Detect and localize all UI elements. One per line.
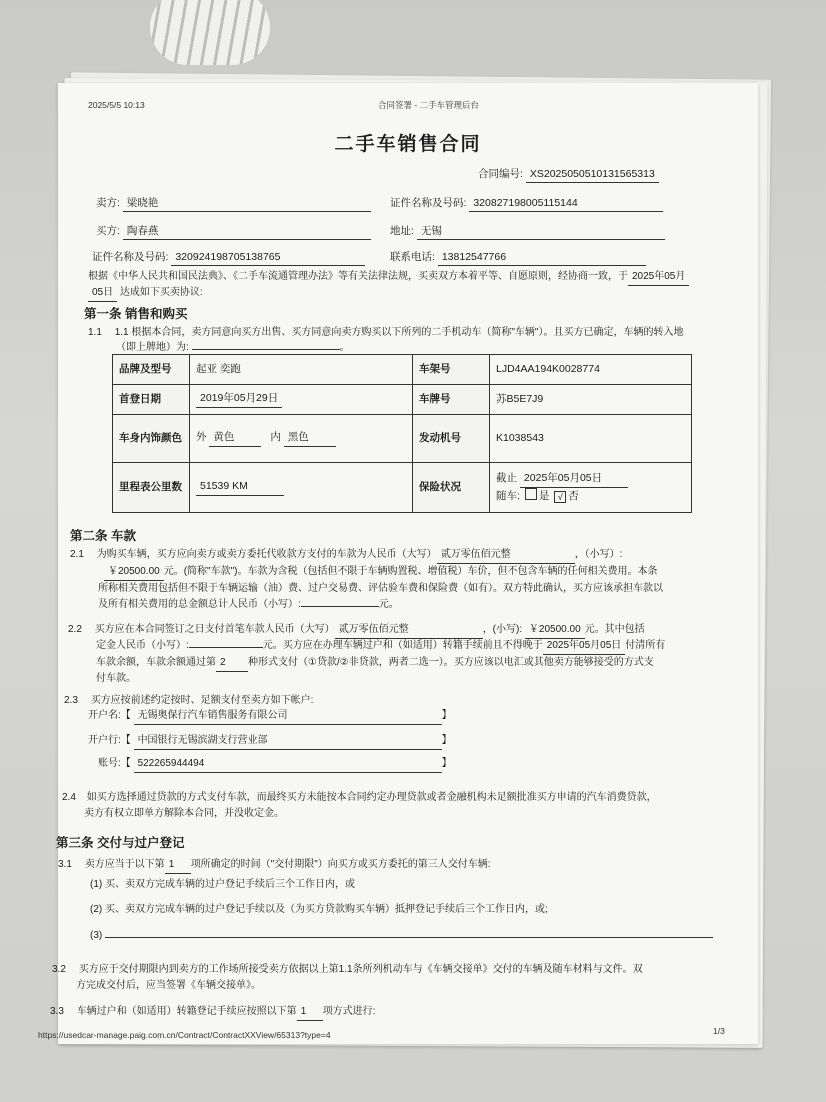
clause-text: 买方应于交付期限内到卖方的工作场所接受卖方依据以上第1.1条所列机动车与《车辆交接单》交付的车辆及随车材料与文件。双 <box>78 964 643 975</box>
yes-checkbox[interactable] <box>525 488 537 500</box>
table-row <box>113 463 692 513</box>
interior-color: 黑色 <box>284 430 336 446</box>
insurance-until-value: 2025年05月05日 <box>520 471 628 487</box>
table-row <box>113 415 692 463</box>
buyer-row <box>96 224 371 240</box>
clause-2-3-line-1 <box>64 694 313 709</box>
seller-row <box>96 196 371 212</box>
clause-number: 1.1 <box>88 327 102 338</box>
clause-2-1-line-4 <box>98 598 399 613</box>
mileage-label: 里程表公里数 <box>113 463 190 513</box>
total-blank <box>301 606 379 607</box>
clause-text: 定金人民币（小写）: <box>96 640 189 651</box>
clause-2-4-line-1 <box>62 791 657 806</box>
clause-text: 1.1 根据本合同，卖方同意向买方出售、买方同意向卖方购买以下所列的二手机动车（简称"车辆"）。且买方已确定，车辆的转入地 <box>114 327 684 338</box>
seller-id-row <box>390 196 663 212</box>
clause-text: 元。 <box>378 599 399 610</box>
seller-label: 卖方: <box>96 197 120 209</box>
delivery-option-3 <box>90 929 713 944</box>
contract-no-value: XS2025050510131565313 <box>526 167 659 183</box>
delivery-option-1: (1) 买、卖双方完成车辆的过户登记手续后三个工作日内，或 <box>90 879 355 890</box>
clause-text: 车辆过户和（如适用）转籍登记手续应按照以下第 <box>76 1006 297 1017</box>
table-row <box>113 355 692 385</box>
clause-text: 项方式进行: <box>322 1006 376 1017</box>
payee-label: 开户名:【 <box>88 710 131 721</box>
clause-text: 如买方选择通过贷款的方式支付车款，而最终买方未能按本合同约定办理贷款或者金融机构未足额批准买方申请的汽车消费贷款， <box>86 792 657 803</box>
mileage-cell <box>190 463 413 513</box>
contract-number <box>478 167 659 183</box>
buyer-label: 买方: <box>96 225 120 237</box>
buyer-id-label: 证件名称及号码: <box>92 251 169 263</box>
table-row <box>113 385 692 415</box>
close-bracket: 】 <box>441 758 452 769</box>
first-payment-cn: 贰万零伍佰元整 <box>335 623 483 639</box>
payment-way: 2 <box>216 656 248 672</box>
reg-date-value: 2019年05月29日 <box>196 391 282 407</box>
address-label: 地址: <box>390 225 414 237</box>
plate-value: 苏B5E7J9 <box>490 385 692 415</box>
page-title: 二手车销售合同 <box>334 134 482 155</box>
contract-no-label: 合同编号: <box>478 168 523 180</box>
insurance-until-label: 截止 <box>496 472 517 485</box>
phone-value: 13812547766 <box>438 250 646 266</box>
clause-text: 买方应按前述约定按时、足额支付至卖方如下帐户: <box>90 695 314 706</box>
clause-2-1-line-3: 所称相关费用包括但不限于车辆运输（油）费、过户交易费、评估验车费和保险费（如有）。双方特此确认，买方应该承担车款以 <box>98 583 663 594</box>
clause-3-1-line-1 <box>58 858 491 874</box>
engine-label: 发动机号 <box>413 415 490 463</box>
account-value: 522265944494 <box>134 757 442 773</box>
yes-label: 是 <box>538 489 550 502</box>
phone-label: 联系电话: <box>390 251 435 263</box>
clause-number: 2.4 <box>62 792 76 803</box>
price-cn: 贰万零伍佰元整 <box>437 548 575 564</box>
clause-1-1-line-1 <box>88 326 683 341</box>
exterior-label: 外 <box>196 431 207 444</box>
option-number: (3) <box>90 930 103 941</box>
clause-text: 卖方应当于以下第 <box>84 859 165 870</box>
seller-id-label: 证件名称及号码: <box>390 197 467 209</box>
address-value: 无锡 <box>417 224 665 240</box>
clause-3-2-line-2: 方完成交付后，应当签署《车辆交接单》。 <box>76 980 261 991</box>
first-payment-amount: ￥20500.00 <box>525 623 585 639</box>
section-2-title: 第二条 车款 <box>70 529 136 543</box>
clause-number: 3.2 <box>52 964 66 975</box>
vin-value: LJD4AA194K0028774 <box>490 355 692 385</box>
phone-row <box>390 250 646 266</box>
transfer-choice: 1 <box>297 1005 323 1021</box>
clause-text: 为购买车辆，买方应向卖方或卖方委托代收款方支付的车款为人民币（大写） <box>96 549 437 560</box>
buyer-id-value: 320924198705138765 <box>171 250 365 266</box>
clause-text: 元。其中包括 <box>584 624 645 635</box>
bank-row <box>88 734 452 750</box>
delivery-choice: 1 <box>165 858 191 874</box>
bank-value: 中国银行无锡滨湖支行营业部 <box>134 734 442 750</box>
intro-text: 根据《中华人民共和国民法典》、《二手车流通管理办法》等有关法律法规，买卖双方本着平等、自愿原则，经协商一致，于 <box>88 271 628 282</box>
payee-value: 无锡奥保行汽车销售服务有限公司 <box>134 709 442 725</box>
clause-text: 车款余额，车款余额通过第 <box>96 657 216 668</box>
clause-2-1-line-2 <box>104 565 657 581</box>
clause-3-3-line-1 <box>50 1005 375 1021</box>
clause-text: 元。买方应在办理车辆过户和（如适用）转籍手续前且不得晚于 <box>262 640 543 651</box>
plate-label: 车牌号 <box>413 385 490 415</box>
print-datetime: 2025/5/5 10:13 <box>88 100 145 110</box>
clause-end: 。 <box>339 342 350 353</box>
clause-number: 3.3 <box>50 1006 64 1017</box>
check-icon: √ <box>557 491 563 502</box>
clause-text: 项所确定的时间（"交付期限"）向买方或买方委托的第三人交付车辆: <box>190 859 491 870</box>
clause-text: ，(小写): <box>482 624 523 635</box>
insurance-label: 保险状况 <box>413 463 490 513</box>
vehicle-table <box>112 354 692 513</box>
section-3-title: 第三条 交付与过户登记 <box>56 836 185 850</box>
interior-label: 内 <box>270 431 281 444</box>
clause-text: 付清所有 <box>625 640 666 651</box>
clause-text: （即上牌地）为: <box>116 342 189 353</box>
exterior-color: 黄色 <box>209 430 261 446</box>
phone-cord-decor <box>150 0 270 65</box>
section-1-title: 第一条 销售和购买 <box>84 307 188 321</box>
brand-value: 起亚 奕跑 <box>190 355 413 385</box>
no-checkbox[interactable] <box>554 491 566 503</box>
clause-2-2-line-2 <box>96 639 665 655</box>
intro-day: 05日 <box>88 286 117 302</box>
insurance-cell <box>490 463 692 513</box>
bank-label: 开户行:【 <box>88 735 131 746</box>
intro-text-2: 达成如下买卖协议: <box>119 287 203 298</box>
color-label: 车身内饰颜色 <box>113 415 190 463</box>
clause-3-2-line-1 <box>52 963 643 978</box>
seller-value: 梁晓艳 <box>123 196 371 212</box>
clause-2-2-line-3 <box>96 656 654 672</box>
intro-date: 2025年05月 <box>628 270 689 286</box>
delivery-option-2: (2) 买、卖双方完成车辆的过户登记手续以及（为买方贷款购买车辆）抵押登记手续后三个工作日内，或; <box>90 904 548 915</box>
destination-blank <box>192 349 340 350</box>
vin-label: 车架号 <box>413 355 490 385</box>
deposit-blank <box>189 647 263 648</box>
with-car-label: 随车: <box>496 489 520 502</box>
option-3-blank <box>105 937 713 938</box>
clause-number: 2.1 <box>70 549 84 560</box>
footer-url: https://usedcar-manage.paig.com.cn/Contract/ContractXXView/65313?type=4 <box>38 1030 331 1040</box>
clause-2-1-line-1 <box>70 548 622 564</box>
seller-id-value: 320827198005115144 <box>469 196 663 212</box>
intro-line-2 <box>88 286 203 302</box>
close-bracket: 】 <box>441 710 452 721</box>
app-title: 合同签署 - 二手车管理后台 <box>378 100 480 110</box>
clause-text: ，（小写）: <box>574 549 623 560</box>
engine-value: K1038543 <box>490 415 692 463</box>
price-amount: ￥20500.00 <box>104 565 164 581</box>
clause-number: 2.2 <box>68 624 82 635</box>
address-row <box>390 224 665 240</box>
account-label: 账号:【 <box>98 758 131 769</box>
brand-label: 品牌及型号 <box>113 355 190 385</box>
page-number: 1/3 <box>713 1026 725 1036</box>
no-label: 否 <box>568 489 579 502</box>
close-bracket: 】 <box>441 735 452 746</box>
clause-text: 元。(简称"车款")。车款为含税（包括但不限于车辆购置税、增值税）车价，但不包含车辆的任何相关费用。本条 <box>163 566 658 577</box>
buyer-id-row <box>92 250 365 266</box>
color-cell <box>190 415 413 463</box>
payee-row <box>88 709 452 725</box>
reg-date-label: 首登日期 <box>113 385 190 415</box>
clause-text: 种形式支付（①贷款/②非贷款，两者二选一）。买方应该以电汇或其他卖方能够接受的方式支 <box>248 657 654 668</box>
reg-date-cell <box>190 385 413 415</box>
clause-2-4-line-2: 卖方有权立即单方解除本合同，并没收定金。 <box>84 808 284 819</box>
clause-text: 买方应在本合同签订之日支付首笔车款人民币（大写） <box>94 624 335 635</box>
clause-text: 及所有相关费用的总金额总计人民币（小写）: <box>98 599 301 610</box>
clause-number: 2.3 <box>64 695 78 706</box>
payoff-date: 2025年05月05日 <box>543 639 626 655</box>
clause-2-2-line-4: 付车款。 <box>96 673 136 684</box>
clause-2-2-line-1 <box>68 623 645 639</box>
contract-page <box>38 83 758 1044</box>
account-row <box>98 757 452 773</box>
mileage-value: 51539 KM <box>196 479 284 495</box>
buyer-value: 陶春燕 <box>123 224 371 240</box>
intro-line-1 <box>88 270 689 286</box>
clause-number: 3.1 <box>58 859 72 870</box>
